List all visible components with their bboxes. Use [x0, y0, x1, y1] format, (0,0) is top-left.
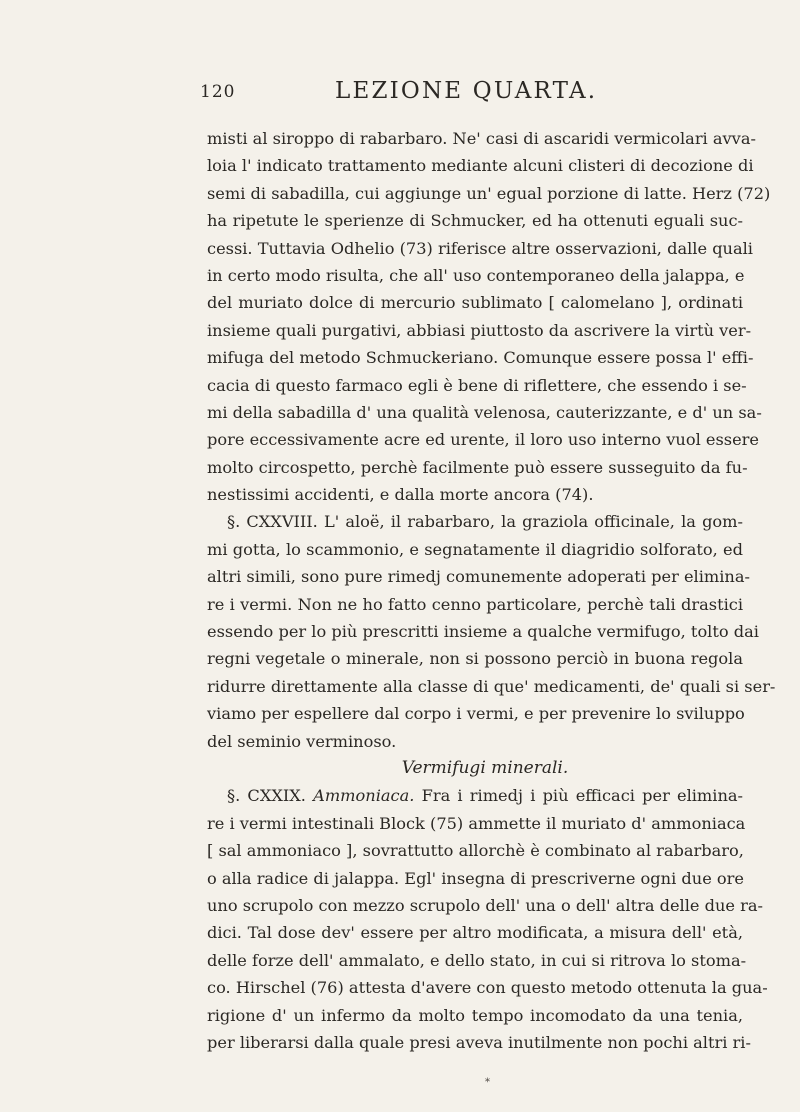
text-line: ha ripetute le sperienze di Schmucker, ed ha ottenuti eguali suc-	[207, 211, 743, 231]
body-text	[207, 125, 776, 1056]
text-line: altri simili, sono pure rimedj comunemente adoperati per elimina-	[207, 567, 750, 587]
text-line: dici. Tal dose dev' essere per altro modificata, a misura dell' età,	[207, 923, 743, 943]
section-title: Ammoniaca.	[313, 786, 415, 806]
text-line: co. Hirschel (76) attesta d'avere con questo metodo ottenuta la gua-	[207, 978, 768, 998]
page-number: 120	[200, 82, 236, 102]
text-line: cessi. Tuttavia Odhelio (73) riferisce altre osservazioni, dalle quali	[207, 238, 753, 258]
text-line: loia l' indicato trattamento mediante alcuni clisteri di decozione di	[207, 156, 754, 176]
text-line: delle forze dell' ammalato, e dello stato, in cui si ritrova lo stoma-	[207, 950, 747, 970]
running-title: LEZIONE QUARTA.	[335, 78, 598, 104]
text-line: uno scrupolo con mezzo scrupolo dell' una o dell' altra delle due ra-	[207, 895, 764, 915]
text-line: mi gotta, lo scammonio, e segnatamente il diagridio solforato, ed	[207, 539, 743, 559]
text-line: essendo per lo più prescritti insieme a qualche vermifugo, tolto dai	[207, 622, 759, 642]
text-line: insieme quali purgativi, abbiasi piuttosto da ascrivere la virtù ver-	[207, 320, 752, 340]
text-line: nestissimi accidenti, e dalla morte ancora (74).	[207, 485, 594, 505]
text-line: misti al siroppo di rabarbaro. Ne' casi di ascaridi vermicolari avva-	[207, 129, 756, 148]
section-heading: Vermifugi minerali.	[401, 757, 569, 778]
text-line: cacia di questo farmaco egli è bene di riflettere, che essendo i se-	[207, 375, 747, 395]
text-line: del seminio verminoso.	[207, 731, 397, 751]
section-first-line	[207, 782, 743, 809]
text-line: mifuga del metodo Schmuckeriano. Comunque essere possa l' effi-	[207, 348, 754, 368]
text-line: molto circospetto, perchè facilmente può essere susseguito da fu-	[207, 457, 748, 477]
text-line: o alla radice di jalappa. Egl' insegna di prescriverne ogni due ore	[207, 868, 744, 888]
text-line: re i vermi. Non ne ho fatto cenno particolare, perchè tali drastici	[207, 594, 743, 614]
running-head	[0, 78, 800, 108]
text-line: re i vermi intestinali Block (75) ammette il muriato d' ammoniaca	[207, 813, 746, 833]
footer-mark: *	[485, 1077, 490, 1088]
text-line: semi di sabadilla, cui aggiunge un' egual porzione di latte. Herz (72)	[207, 183, 771, 203]
text-line: del muriato dolce di mercurio sublimato [ calomelano ], ordinati	[207, 293, 743, 313]
text-line: rigione d' un infermo da molto tempo incomodato da una tenia,	[207, 1005, 743, 1025]
text-line: viamo per espellere dal corpo i vermi, e per prevenire lo sviluppo	[207, 704, 745, 724]
text-line: [ sal ammoniaco ], sovrattutto allorchè è combinato al rabarbaro,	[207, 841, 744, 861]
text-line: regni vegetale o minerale, non si possono perciò in buona regola	[207, 649, 743, 669]
section-label: §. CXXIX.	[227, 786, 306, 806]
text-line: pore eccessivamente acre ed urente, il loro uso interno vuol essere	[207, 430, 759, 450]
text-line: ridurre direttamente alla classe di que' medicamenti, de' quali si ser-	[207, 676, 776, 696]
text-line: in certo modo risulta, che all' uso contemporaneo della jalappa, e	[207, 265, 745, 285]
text-line: §. CXXVIII. L' aloë, il rabarbaro, la graziola officinale, la gom-	[227, 512, 743, 532]
section-line-text: Fra i rimedj i più efficaci per elimina-	[421, 786, 744, 806]
text-line: per liberarsi dalla quale presi aveva inutilmente non pochi altri ri-	[207, 1032, 751, 1052]
text-line: mi della sabadilla d' una qualità velenosa, cauterizzante, e d' un sa-	[207, 402, 762, 422]
